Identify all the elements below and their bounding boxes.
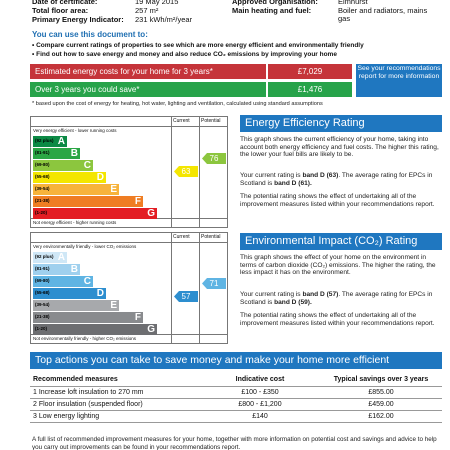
energy-costs-label: Estimated energy costs for your home for 3 years* [30,64,266,79]
eer-paragraph-2 [240,172,442,187]
date-value: 19 May 2015 [135,0,179,6]
organisation-label: Approved Organisation: [232,0,318,6]
eer-band-letter: A [57,136,65,147]
ei-current-value: 57 [181,292,191,301]
savings-column-header: Typical savings over 3 years [320,374,442,386]
eer-top-label: Very energy efficient - lower running costs [33,128,117,133]
measures-table [30,374,442,423]
energy-efficiency-chart [30,116,228,228]
table-row [30,410,442,422]
ei-bottom-label: Not environmentally friendly - higher CO₂ emissions [33,336,137,341]
eer-potential-marker [202,153,226,164]
ei-p2b: band D (57) [302,291,339,298]
ei-band-letter: F [134,312,141,323]
measure-saving: £459.00 [320,398,442,410]
eer-band-range: (39-54) [35,186,50,191]
uses-bullet-1-text: Compare current ratings of properties to see which are more energy efficient and environmentally friendly [36,42,364,49]
eer-band-d [33,172,106,183]
costs-footnote: * based upon the cost of energy for heating, hot water, lighting and ventilation, calculated using standard assumptions [32,101,323,107]
organisation-value: Elmhurst [338,0,368,6]
eer-paragraph-1: This graph shows the current efficiency of your home, taking into account both energy efficiency and fuel costs. The higher this rating, the lower your fuel bills are likely to be. [240,136,439,159]
table-row [30,386,442,398]
eer-bottom-label: Not energy efficient - higher running costs [33,220,117,225]
eer-band-range: (21-38) [35,198,50,203]
ei-band-range: (69-80) [35,278,50,283]
ei-band-a [33,252,67,263]
ei-potential-header: Potential [201,234,221,240]
eer-current-value: 63 [181,167,191,176]
environmental-impact-chart [30,232,228,344]
eer-band-letter: D [96,172,104,183]
ei-band-range: (81-91) [35,266,50,271]
measures-column-header: Recommended measures [30,374,200,386]
measure-cost: £800 - £1,200 [200,398,320,410]
eer-band-letter: C [83,160,91,171]
table-row [30,398,442,410]
uses-bullet-1: • Compare current ratings of properties to see which are more energy efficient and environmentally friendly [32,42,364,49]
energy-indicator-label: Primary Energy Indicator: [32,15,124,24]
ei-paragraph-1: This graph shows the effect of your home on the environment in terms of carbon dioxide (CO₂) emissions. The higher the rating, the less impact it has on the environment. [240,254,436,277]
floor-area-value: 257 m² [135,6,159,15]
ei-paragraph-3: The potential rating shows the effect of undertaking all of the improvement measures listed within your recommendations report. [240,312,435,327]
measure-name: 3 Low energy lighting [30,410,200,422]
eer-band-a [33,136,67,147]
ei-band-d [33,288,106,299]
ei-band-letter: B [70,264,78,275]
floor-area-label: Total floor area: [32,6,89,15]
actions-title: Top actions you can take to save money and make your home more efficient [30,352,442,369]
energy-indicator-value: 231 kWh/m²/year [135,15,193,24]
ei-p2c: . The average rating for EPCs in Scotland is [240,291,433,306]
ei-band-b [33,264,80,275]
eer-title: Energy Efficiency Rating [240,115,442,132]
ei-p2a: Your current rating is [240,291,303,298]
uses-bullet-2-text: Find out how to save energy and money and also reduce CO₂ emissions by improving your home [36,51,337,58]
savings-label: Over 3 years you could save* [30,82,266,97]
ei-band-c [33,276,93,287]
ei-current-marker [174,291,198,302]
eer-potential-header: Potential [201,118,221,124]
ei-band-e [33,300,119,311]
eer-band-e [33,184,119,195]
table-header-row [30,374,442,386]
ei-band-letter: A [57,252,65,263]
ei-band-range: (55-68) [35,290,50,295]
ei-band-range: (21-38) [35,314,50,319]
ei-band-f [33,312,143,323]
actions-footer: A full list of recommended improvement measures for your home, together with more information on potential cost and savings and advice to help you carry out improvements can be found in your recommendations report. [32,436,437,450]
uses-heading: You can use this document to: [32,30,148,39]
ei-potential-marker [202,278,226,289]
ei-band-range: (92 plus) [35,254,54,259]
measure-cost: £100 - £350 [200,386,320,398]
eer-band-range: (69-80) [35,162,50,167]
ei-band-letter: E [110,300,117,311]
eer-band-letter: F [134,196,141,207]
eer-current-marker [174,166,198,177]
eer-band-c [33,160,93,171]
eer-p2d: band D (61). [274,179,312,187]
recommendations-note: See your recommendations report for more information [356,64,442,97]
energy-costs-value: £7,029 [268,64,352,79]
ei-current-header: Current [173,234,190,240]
heating-label: Main heating and fuel: [232,6,312,15]
eer-paragraph-3: The potential rating shows the effect of undertaking all of the improvement measures listed within your recommendations report. [240,193,435,208]
heating-value: Boiler and radiators, mains gas [338,6,428,23]
eer-band-b [33,148,80,159]
eer-band-g [33,208,157,219]
eer-band-range: (1-20) [35,210,48,215]
ei-band-g [33,324,157,335]
measure-name: 1 Increase loft insulation to 270 mm [30,386,200,398]
ei-paragraph-2 [240,291,442,306]
measure-saving: £855.00 [320,386,442,398]
eer-p2a: Your current rating is [240,172,303,179]
ei-band-letter: G [147,324,155,335]
measure-saving: £162.00 [320,410,442,422]
date-label: Date of certificate: [32,0,98,6]
eer-band-letter: G [147,208,155,219]
ei-band-letter: D [96,288,104,299]
savings-value: £1,476 [268,82,352,97]
measure-cost: £140 [200,410,320,422]
ei-p2d: band D (59). [274,298,312,306]
ei-top-label: Very environmentally friendly - lower CO₂ emissions [33,244,137,249]
eer-band-letter: B [70,148,78,159]
ei-title: Environmental Impact (CO₂) Rating [240,233,442,250]
eer-band-range: (55-68) [35,174,50,179]
eer-band-range: (92 plus) [35,138,54,143]
uses-bullet-2: • Find out how to save energy and money and also reduce CO₂ emissions by improving your home [32,51,337,58]
eer-p2c: . The average rating for EPCs in Scotland is [240,172,433,187]
ei-band-range: (1-20) [35,326,48,331]
cost-column-header: Indicative cost [200,374,320,386]
eer-potential-value: 76 [209,154,219,163]
eer-band-range: (81-91) [35,150,50,155]
eer-p2b: band D (63) [302,172,339,179]
ei-band-letter: C [83,276,91,287]
ei-band-range: (39-54) [35,302,50,307]
measure-name: 2 Floor insulation (suspended floor) [30,398,200,410]
ei-potential-value: 71 [209,279,219,288]
eer-band-letter: E [110,184,117,195]
eer-current-header: Current [173,118,190,124]
eer-band-f [33,196,143,207]
